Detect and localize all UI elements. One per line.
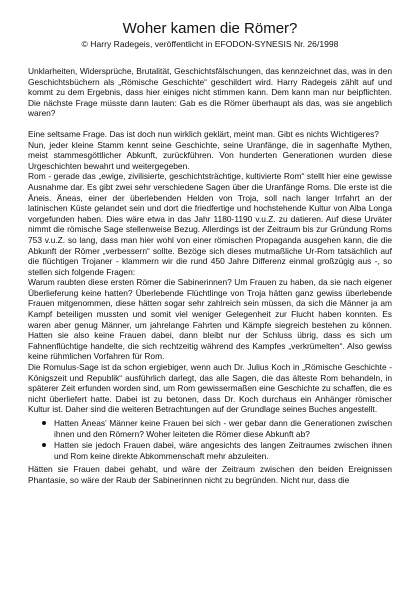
body-paragraph: Hätten sie Frauen dabei gehabt, und wäre der Zeitraum zwischen den beiden Ereignissen Phantasie, so wäre der Raub der Sabinerinnen nicht zu begründen. Nicht nur, dass die bbox=[28, 464, 392, 485]
intro-paragraph: Unklarheiten, Widersprüche, Brutalität, Geschichtsfälschungen, das kennzeichnet das, was in den Geschichtsbüchern als „Römische Geschichte“ geschildert wird. Harry Radegeis zählt auf und kommt zu dem Ergebnis, dass hier einiges nicht stimmen kann. Dem kann man nur beipflichten. Die nächste Frage müsste dann lauten: Gab es die Römer überhaupt als das, was sie angeblich waren? bbox=[28, 66, 392, 119]
body-paragraph: Nun, jeder kleine Stamm kennt seine Geschichte, seine Uranfänge, die in sagenhafte Mythen, meist stammesgöttlicher Abkunft, zurückführen. Von hunderten Generationen wurden diese Urgeschichten bewahrt und weitergegeben. bbox=[28, 139, 392, 171]
question-list bbox=[28, 418, 392, 461]
body-paragraph: Rom - gerade das „ewige, zivilisierte, geschichtsträchtige, kultivierte Rom“ stellt hier eine gewisse Ausnahme dar. Es gibt zwei sehr verschiedene Sagen über die Uranfänge Roms. Die erste ist die Äneis. Äneas, einer der überlebenden Helden von Troja, soll nach langer Irrfahrt an der latinischen Küste gelandet sein und dort die friedfertige und hochstehende Kultur von Alba Longa vorgefunden haben. Dies wäre etwa in das Jahr 1180-1190 v.u.Z. zu datieren. Auf diese Urväter nimmt die römische Sage stellenweise Bezug. Allerdings ist der Zeitraum bis zur Gründung Roms 753 v.u.Z. so lang, dass man hier wohl von einer römischen Propaganda ausgehen kann, die die Abkunft der Römer „verbessern“ sollte. Bezöge sich dieses mutmaßliche Ur-Rom tatsächlich auf die flüchtigen Trojaner - klammern wir die rund 450 Jahre Differenz einmal großzügig aus -, so stellen sich folgende Fragen: bbox=[28, 171, 392, 277]
document-title: Woher kamen die Römer? bbox=[122, 20, 298, 37]
paragraph-gap bbox=[28, 119, 392, 129]
document-subtitle: © Harry Radegeis, veröffentlicht in EFODON-SYNESIS Nr. 26/1998 bbox=[81, 39, 339, 49]
list-item: Hatten Äneas’ Männer keine Frauen bei sich - wer gebar dann die Generationen zwischen ihnen und den Römern? Woher leiteten die Römer diese Abkunft ab? bbox=[54, 418, 392, 439]
list-item: Hatten sie jedoch Frauen dabei, wäre angesichts des langen Zeitraumes zwischen ihnen und Rom keine direkte Abkommenschaft mehr abzuleiten. bbox=[54, 440, 392, 461]
body-paragraph: Warum raubten diese ersten Römer die Sabinerinnen? Um Frauen zu haben, da sie nach eigener Überlieferung keine hatten? Überlebende Flüchtlinge von Troja hätten ganz gewiss überlebende Frauen mitgenommen, diese hätten sogar sehr zahlreich sein müssen, da sich die Männer ja am Kampf beteiligen mussten und somit viel weniger Gelegenheit zur Flucht haben konnten. Es waren aber genug Männer, um jahrelange Fahrten und Kämpfe siegreich bestehen zu können. Hatten sie also keine Frauen dabei, dann bleibt nur der Schluss übrig, dass es sich um Fahnenflüchtige handelte, die sich rechtzeitig während des Kampfes „verkrümelten“. Also gewiss keine rühmlichen Vorfahren für Rom. bbox=[28, 277, 392, 362]
body-paragraph: Eine seltsame Frage. Das ist doch nun wirklich geklärt, meint man. Gibt es nichts Wichtigeres? bbox=[28, 128, 379, 139]
body-paragraph: Die Romulus-Sage ist da schon ergiebiger, wenn auch Dr. Julius Koch in „Römische Geschichte - Königszeit und Republik“ ausführlich darlegt, das alle Sagen, die das älteste Rom behandeln, in späterer Zeit erfunden worden sind, um Rom gewissermaßen eine Geschichte zu schaffen, die es nicht überliefert hatte. Dabei ist zu betonen, dass Dr. Koch durchaus ein Anhänger römischer Kultur ist. Daher sind die weiteren Betrachtungen auf der Grundlage seines Buches angestellt. bbox=[28, 362, 392, 415]
